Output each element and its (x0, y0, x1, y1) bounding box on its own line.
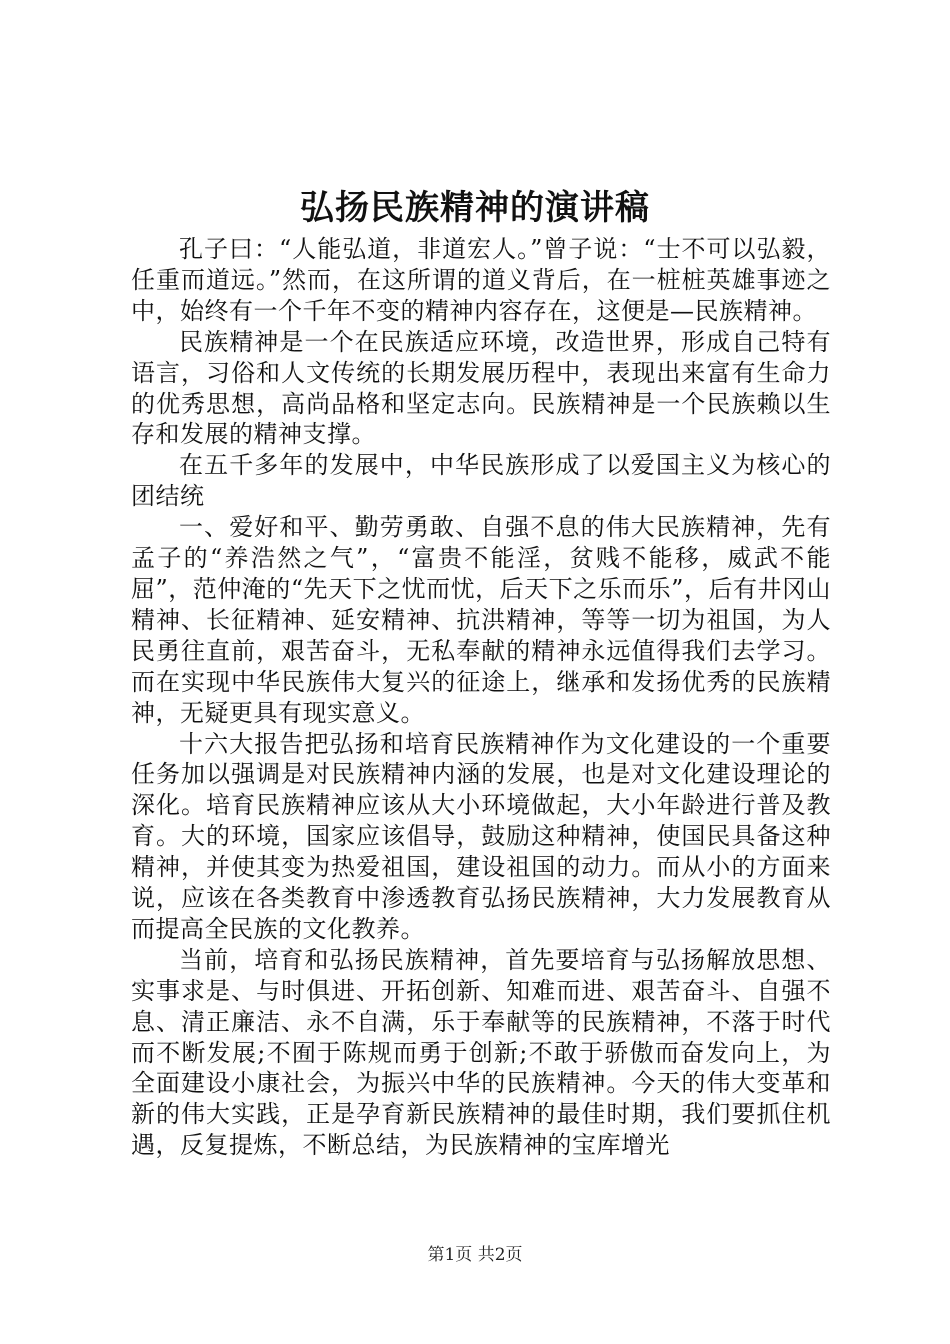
paragraph-6: 当前，培育和弘扬民族精神，首先要培育与弘扬解放思想、实事求是、与时俱进、开拓创新、知难而进、艰苦奋斗、自强不息、清正廉洁、永不自满，乐于奉献等的民族精神，不落于时代而不断发展;不囿于陈规而勇于创新;不敢于骄傲而奋发向上，为全面建设小康社会，为振兴中华的民族精神。今天的伟大变革和新的伟大实践，正是孕育新民族精神的最佳时期，我们要抓住机遇，反复提炼，不断总结，为民族精神的宝库增光 (131, 945, 831, 1160)
paragraph-5: 十六大报告把弘扬和培育民族精神作为文化建设的一个重要任务加以强调是对民族精神内涵的发展，也是对文化建设理论的深化。培育民族精神应该从大小环境做起，大小年龄进行普及教育。大的环境，国家应该倡导，鼓励这种精神，使国民具备这种精神，并使其变为热爱祖国，建设祖国的动力。而从小的方面来说，应该在各类教育中渗透教育弘扬民族精神，大力发展教育从而提高全民族的文化教养。 (131, 729, 831, 943)
document-body (131, 234, 831, 1161)
page-footer: 第1页 共2页 (427, 1245, 523, 1265)
paragraph-1: 孔子曰：“人能弘道，非道宏人。”曾子说：“士不可以弘毅，任重而道远。”然而，在这所谓的道义背后，在一桩桩英雄事迹之中，始终有一个千年不变的精神内容存在，这便是—民族精神。 (131, 235, 831, 325)
paragraph-2: 民族精神是一个在民族适应环境，改造世界，形成自己特有语言，习俗和人文传统的长期发展历程中，表现出来富有生命力的优秀思想，高尚品格和坚定志向。民族精神是一个民族赖以生存和发展的精神支撑。 (131, 327, 831, 449)
document-title: 弘扬民族精神的演讲稿 (300, 188, 650, 228)
paragraph-4: 一、爱好和平、勤劳勇敢、自强不息的伟大民族精神，先有孟子的“养浩然之气”，“富贵不能淫，贫贱不能移，威武不能屈”，范仲淹的“先天下之忧而忧，后天下之乐而乐”，后有井冈山精神、长征精神、延安精神、抗洪精神，等等一切为祖国，为人民勇往直前，艰苦奋斗，无私奉献的精神永远值得我们去学习。而在实现中华民族伟大复兴的征途上，继承和发扬优秀的民族精神，无疑更具有现实意义。 (131, 513, 831, 727)
paragraph-3: 在五千多年的发展中，中华民族形成了以爱国主义为核心的团结统 (131, 451, 831, 511)
